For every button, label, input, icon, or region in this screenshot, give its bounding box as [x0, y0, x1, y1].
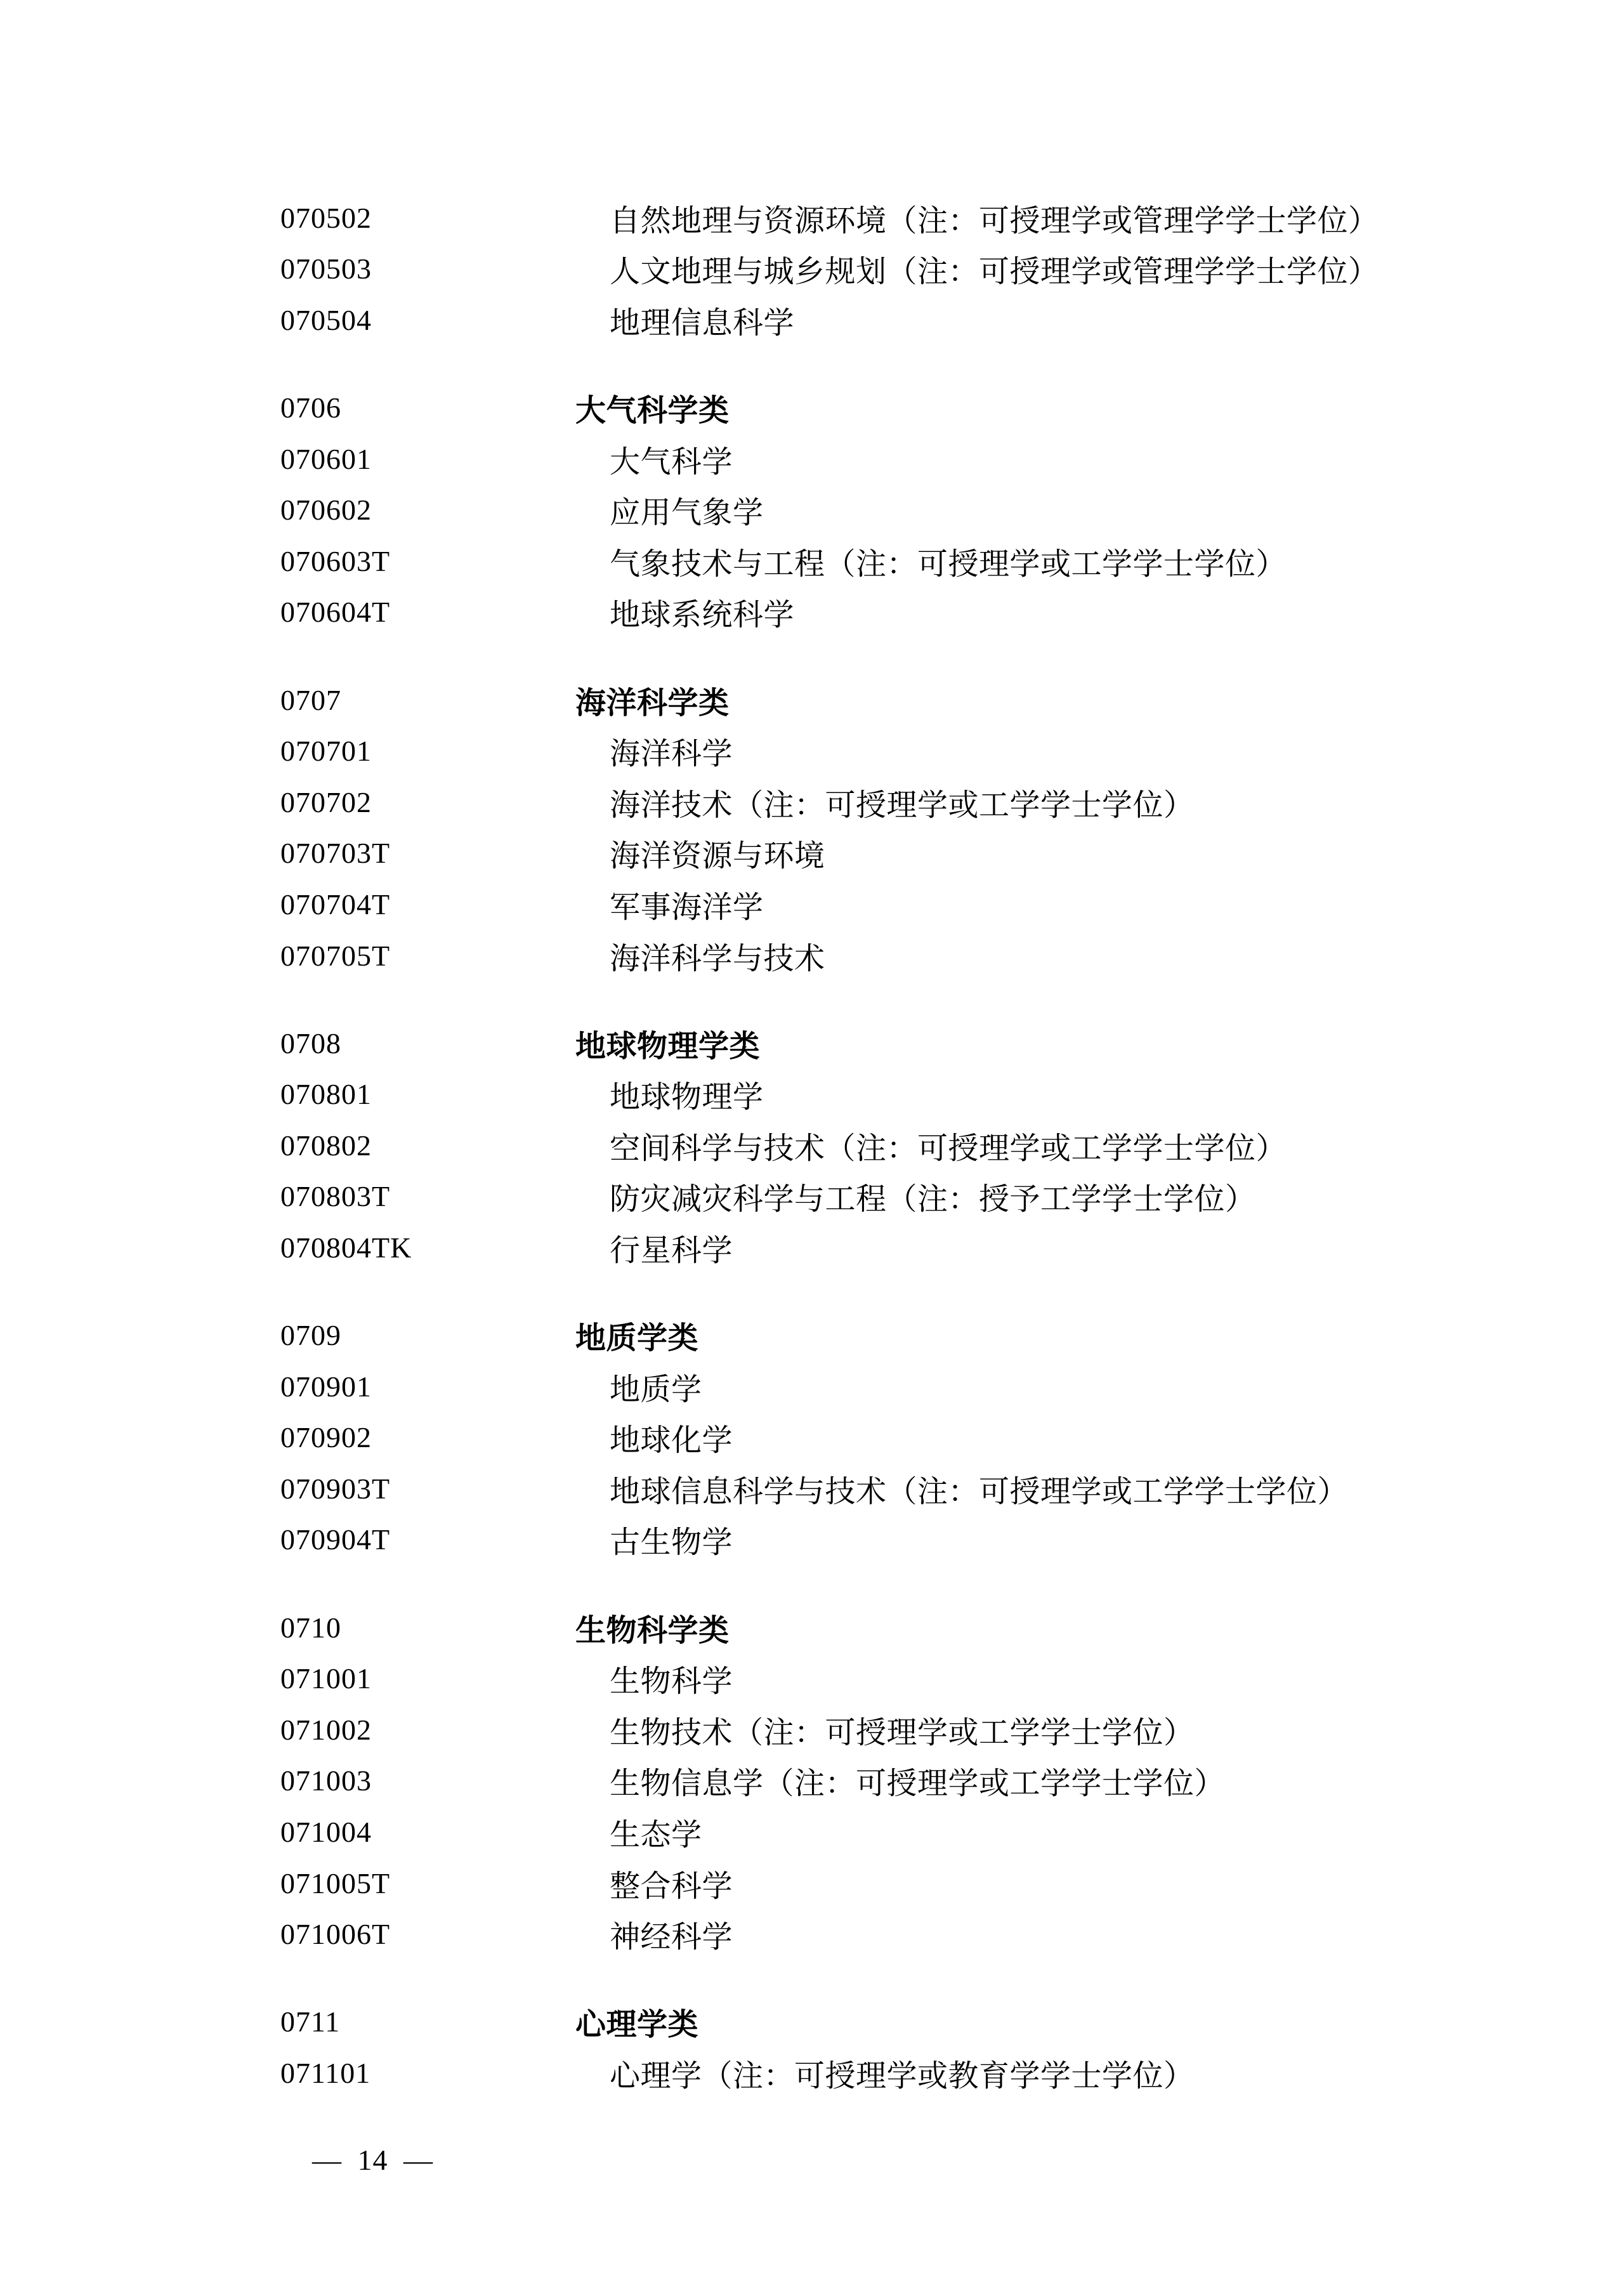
page-number: — 14 —	[312, 2144, 433, 2176]
major-row	[0, 1120, 1624, 1171]
major-name: 生态学	[610, 1818, 702, 1852]
major-name: 防灾减灾科学与工程	[610, 1183, 887, 1217]
major-name: 整合科学	[610, 1869, 733, 1903]
degree-note: （注：可授理学或管理学学士学位）	[886, 255, 1379, 289]
major-name: 海洋技术	[610, 788, 733, 822]
major-code: 070603T	[280, 544, 391, 577]
section-code: 0707	[280, 683, 341, 716]
degree-note: （注：授予工学学士学位）	[886, 1183, 1256, 1217]
section-header-row	[0, 674, 1624, 726]
section-name: 大气科学类	[575, 394, 730, 428]
section-header-row	[0, 1309, 1624, 1361]
major-row	[0, 433, 1624, 485]
major-row	[0, 1514, 1624, 1566]
section-code: 0711	[280, 2005, 341, 2038]
section-name: 地球物理学类	[575, 1029, 761, 1063]
major-row	[0, 192, 1624, 244]
major-name: 地理信息科学	[610, 306, 795, 340]
major-code: 070604T	[280, 596, 391, 629]
section-header-row	[0, 382, 1624, 433]
major-code: 070503	[280, 253, 372, 285]
major-row	[0, 1806, 1624, 1858]
major-row	[0, 1653, 1624, 1704]
section-header-row	[0, 1996, 1624, 2047]
major-name: 地球信息科学与技术	[610, 1474, 887, 1509]
major-name: 行星科学	[610, 1233, 733, 1268]
major-row	[0, 1755, 1624, 1807]
major-row	[0, 1361, 1624, 1412]
major-name: 神经科学	[610, 1920, 733, 1955]
major-row	[0, 1908, 1624, 1960]
major-code: 071003	[280, 1764, 372, 1797]
major-name: 地球化学	[610, 1424, 733, 1458]
major-row	[0, 484, 1624, 535]
section-code: 0709	[280, 1319, 341, 1352]
degree-note: （注：可授理学或工学学士学位）	[763, 1767, 1226, 1801]
major-row	[0, 1412, 1624, 1463]
major-row	[0, 587, 1624, 638]
major-name: 生物技术	[610, 1715, 733, 1750]
section-name: 地质学类	[575, 1322, 699, 1356]
major-name: 海洋科学	[610, 737, 733, 771]
section-header-row	[0, 1602, 1624, 1653]
major-row	[0, 294, 1624, 346]
major-name: 心理学	[610, 2059, 702, 2093]
section-name: 生物科学类	[575, 1613, 730, 1648]
major-code: 070804TK	[280, 1231, 412, 1264]
major-code: 071001	[280, 1662, 372, 1695]
major-code: 070801	[280, 1078, 372, 1111]
major-row	[0, 1463, 1624, 1514]
major-row	[0, 244, 1624, 295]
section-name: 海洋科学类	[575, 686, 730, 720]
major-code: 070701	[280, 735, 372, 768]
major-row	[0, 1704, 1624, 1755]
major-code: 070703T	[280, 837, 391, 870]
section-code: 0708	[280, 1027, 341, 1059]
major-code: 070901	[280, 1370, 372, 1403]
major-name: 气象技术与工程	[610, 547, 825, 581]
major-name: 空间科学与技术	[610, 1131, 825, 1165]
major-code: 070802	[280, 1129, 372, 1162]
major-name: 地球物理学	[610, 1080, 764, 1115]
major-row	[0, 2047, 1624, 2099]
major-code: 071004	[280, 1815, 372, 1848]
major-code: 070702	[280, 785, 372, 818]
major-name: 应用气象学	[610, 496, 764, 530]
major-code: 071005T	[280, 1866, 391, 1899]
major-row	[0, 1171, 1624, 1223]
major-code: 070904T	[280, 1523, 391, 1556]
major-name: 大气科学	[610, 445, 733, 479]
degree-note: （注：可授理学或工学学士学位）	[825, 547, 1287, 581]
major-row	[0, 777, 1624, 828]
major-name: 地球系统科学	[610, 598, 795, 633]
major-row	[0, 1222, 1624, 1273]
major-code: 071101	[280, 2056, 371, 2089]
major-row	[0, 1068, 1624, 1120]
major-row	[0, 725, 1624, 777]
major-name: 海洋科学与技术	[610, 941, 825, 976]
major-name: 生物科学	[610, 1665, 733, 1699]
major-row	[0, 535, 1624, 587]
major-name: 人文地理与城乡规划	[610, 255, 887, 289]
major-code: 070705T	[280, 939, 391, 972]
section-header-row	[0, 1018, 1624, 1069]
section-code: 0710	[280, 1611, 341, 1644]
degree-note: （注：可授理学或工学学士学位）	[733, 1715, 1195, 1750]
major-code: 070903T	[280, 1472, 391, 1505]
major-row	[0, 828, 1624, 879]
degree-note: （注：可授理学或教育学学士学位）	[702, 2059, 1195, 2093]
major-code: 070504	[280, 303, 372, 336]
major-code: 070502	[280, 201, 372, 234]
degree-note: （注：可授理学或工学学士学位）	[825, 1131, 1287, 1165]
major-name: 生物信息学	[610, 1767, 764, 1801]
section-name: 心理学类	[575, 2008, 699, 2042]
major-row	[0, 879, 1624, 930]
major-name: 古生物学	[610, 1526, 733, 1560]
major-name: 海洋资源与环境	[610, 839, 825, 874]
major-row	[0, 1858, 1624, 1909]
section-code: 0706	[280, 391, 341, 424]
degree-note: （注：可授理学或管理学学士学位）	[886, 204, 1379, 238]
major-code: 071006T	[280, 1918, 391, 1951]
degree-note: （注：可授理学或工学学士学位）	[733, 788, 1195, 822]
major-row	[0, 930, 1624, 981]
major-name: 自然地理与资源环境	[610, 204, 887, 238]
major-code: 070602	[280, 494, 372, 527]
major-code: 070803T	[280, 1180, 391, 1213]
major-name: 地质学	[610, 1372, 702, 1407]
major-code: 070601	[280, 442, 372, 475]
major-code: 070704T	[280, 888, 391, 921]
major-code: 070902	[280, 1421, 372, 1454]
major-code: 071002	[280, 1713, 372, 1746]
major-name: 军事海洋学	[610, 890, 764, 924]
degree-note: （注：可授理学或工学学士学位）	[886, 1474, 1349, 1509]
